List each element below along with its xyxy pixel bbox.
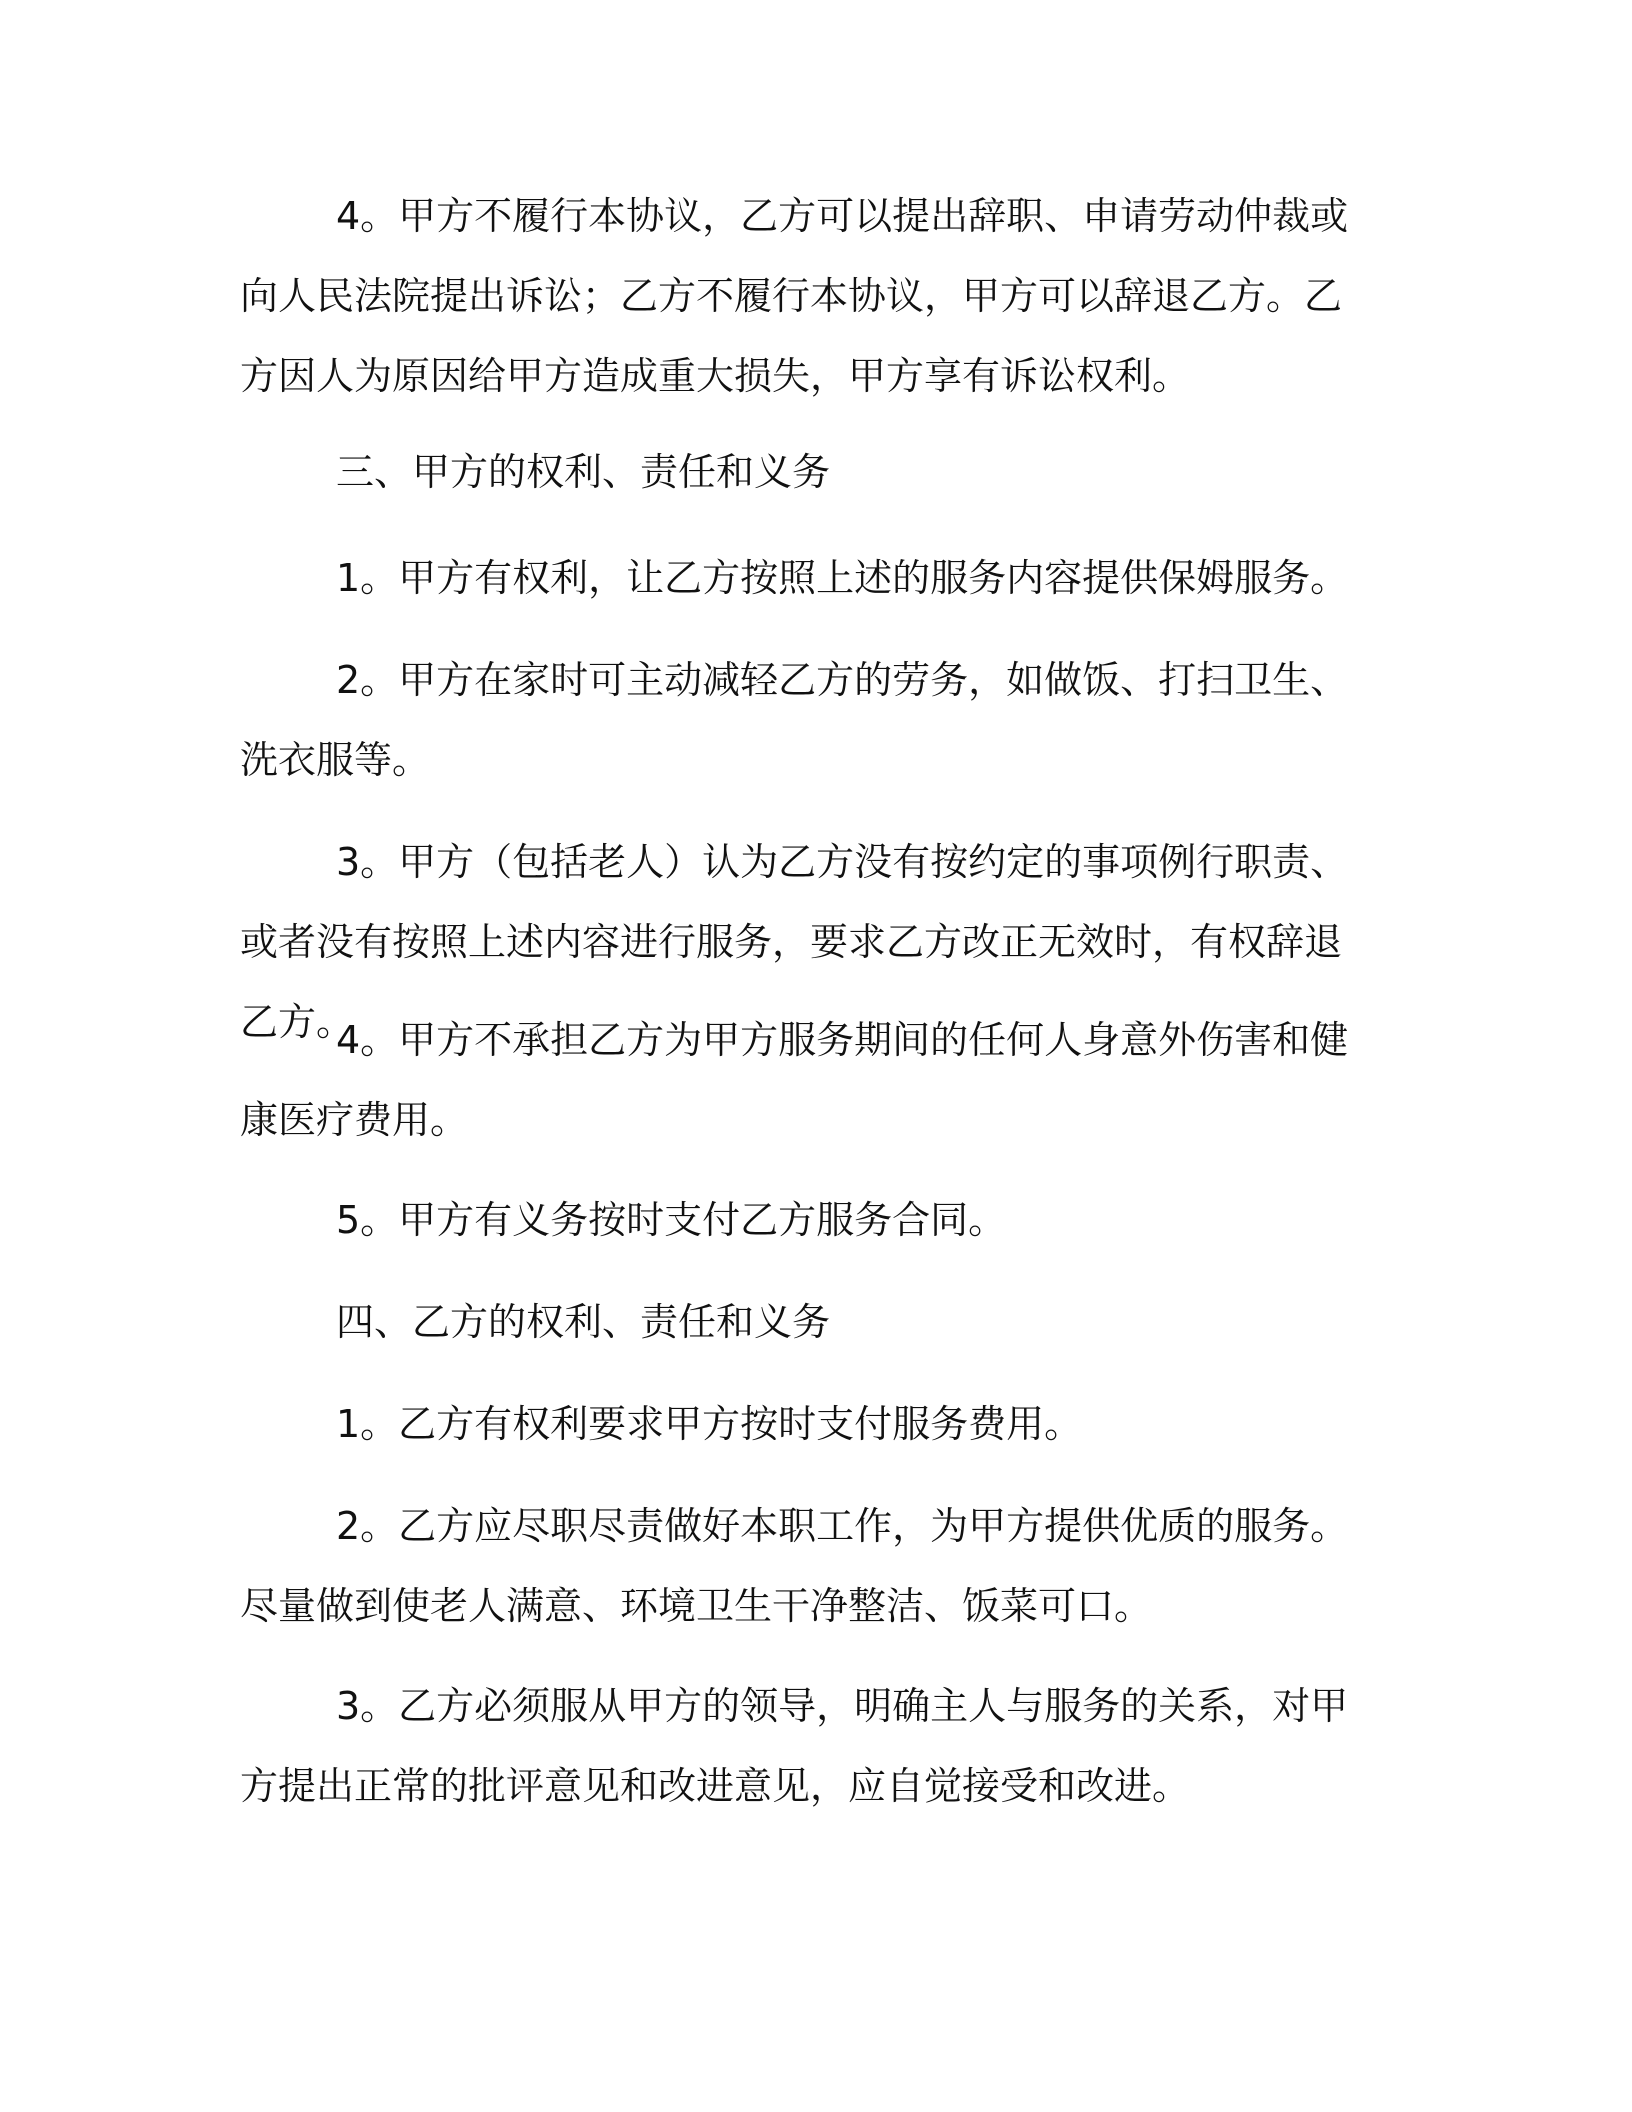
section-4-heading: 四、乙方的权利、责任和义务: [336, 1300, 831, 1344]
party-a-clause-1: 1。甲方有权利，让乙方按照上述的服务内容提供保姆服务。: [336, 556, 1349, 600]
party-a-clause-4: 4。甲方不承担乙方为甲方服务期间的任何人身意外伤害和健康医疗费用。: [240, 1018, 1349, 1142]
party-a-clause-5: 5。甲方有义务按时支付乙方服务合同。: [336, 1198, 1007, 1242]
party-a-clause-3: 3。甲方（包括老人）认为乙方没有按约定的事项例行职责、或者没有按照上述内容进行服务，要求乙方改正无效时，有权辞退乙方。: [240, 840, 1349, 1044]
section-3-heading: 三、甲方的权利、责任和义务: [336, 450, 831, 494]
party-b-clause-2: 2。乙方应尽职尽责做好本职工作，为甲方提供优质的服务。尽量做到使老人满意、环境卫生干净整洁、饭菜可口。: [240, 1504, 1349, 1628]
clause-3-4: 4。甲方不履行本协议，乙方可以提出辞职、申请劳动仲裁或向人民法院提出诉讼；乙方不履行本协议，甲方可以辞退乙方。乙方因人为原因给甲方造成重大损失，甲方享有诉讼权利。: [240, 194, 1349, 398]
party-b-clause-3: 3。乙方必须服从甲方的领导，明确主人与服务的关系，对甲方提出正常的批评意见和改进意见，应自觉接受和改进。: [240, 1684, 1349, 1808]
party-b-clause-1: 1。乙方有权利要求甲方按时支付服务费用。: [336, 1402, 1083, 1446]
party-a-clause-2: 2。甲方在家时可主动减轻乙方的劳务，如做饭、打扫卫生、洗衣服等。: [240, 658, 1349, 782]
